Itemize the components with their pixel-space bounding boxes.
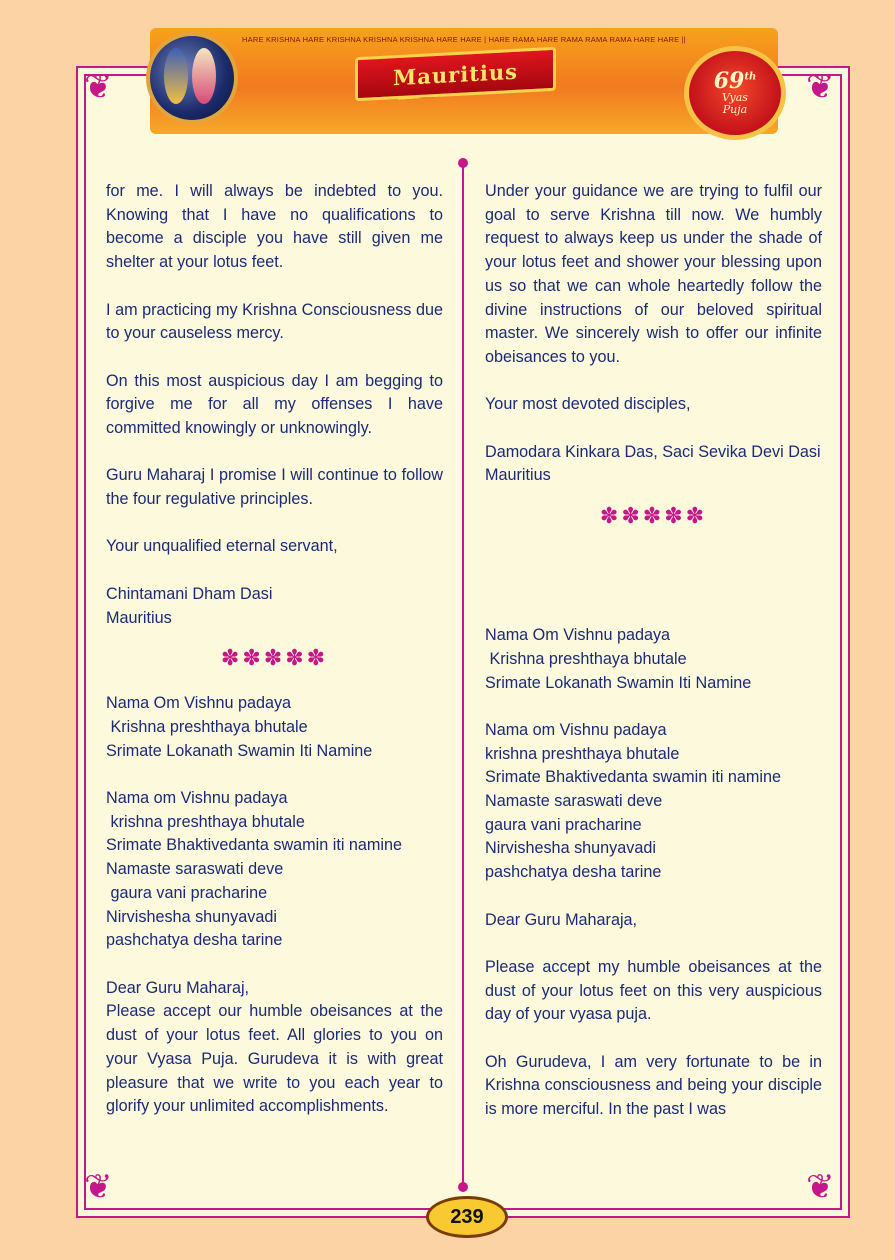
corner-ornament-top-left: ❦: [84, 68, 113, 106]
paragraph: Please accept my humble obeisances at the dust of your lotus feet on this very auspicious day of your vyasa puja.: [485, 957, 822, 1024]
paragraph: Oh Gurudeva, I am very fortunate to be in Krishna consciousness and being your disciple is more merciful. In the past I was: [485, 1052, 822, 1119]
left-column: [106, 180, 443, 1143]
prayer-line: Nirvishesha shunyavadi: [485, 839, 656, 858]
right-column: [485, 180, 822, 1146]
page-number-badge: [426, 1196, 508, 1238]
prayer-line: Namaste saraswati deve: [106, 860, 284, 879]
prayer-line: krishna preshthaya bhutale: [485, 744, 680, 763]
prayer-line: Nama Om Vishnu padaya: [106, 694, 292, 713]
prayer-block: [106, 787, 443, 953]
prayer-line: pashchatya desha tarine: [106, 931, 283, 950]
prayer-line: Nama om Vishnu padaya: [485, 720, 667, 739]
column-divider: [462, 162, 464, 1190]
signature-location: Mauritius: [485, 466, 551, 485]
prayer-line: gaura vani pracharine: [106, 883, 268, 902]
prayer-line: Srimate Bhaktivedanta swamin iti namine: [485, 768, 782, 787]
prayer-block: [106, 692, 443, 763]
signature-location: Mauritius: [106, 608, 172, 627]
salutation: Dear Guru Maharaja,: [485, 910, 638, 929]
prayer-block: [485, 719, 822, 885]
prayer-line: Krishna preshthaya bhutale: [106, 717, 308, 736]
salutation: Dear Guru Maharaj,: [106, 978, 250, 997]
signature-name: Chintamani Dham Dasi: [106, 584, 273, 603]
badge-line-2: Puja: [722, 103, 748, 116]
prayer-line: Srimate Lokanath Swamin Iti Namine: [485, 673, 752, 692]
prayer-block: [485, 624, 822, 695]
closing-line: Your most devoted disciples,: [485, 395, 691, 414]
prayer-line: pashchatya desha tarine: [485, 863, 662, 882]
prayer-line: Nama om Vishnu padaya: [106, 789, 288, 808]
deity-medallion-image: [146, 32, 238, 124]
prayer-line: Nirvishesha shunyavadi: [106, 907, 277, 926]
corner-ornament-top-right: ❦: [806, 68, 835, 106]
signature: [485, 441, 822, 488]
divider-dot-top: [458, 158, 468, 168]
paragraph: I am practicing my Krishna Consciousness due to your causeless mercy.: [106, 300, 443, 343]
section-divider-stars: ✽✽✽✽✽: [599, 503, 708, 529]
section-divider-stars: ✽✽✽✽✽: [220, 645, 329, 671]
paragraph: On this most auspicious day I am begging to forgive me for all my offenses I have committed knowingly or unknowingly.: [106, 371, 443, 437]
signature-name: Damodara Kinkara Das, Saci Sevika Devi Dasi: [485, 442, 821, 461]
header-mantra: HARE KRISHNA HARE KRISHNA KRISHNA KRISHNA HARE HARE | HARE RAMA HARE RAMA RAMA RAMA HARE HARE ||: [242, 35, 686, 44]
vyas-puja-badge: [684, 46, 786, 140]
paragraph: Under your guidance we are trying to fulfil our goal to serve Krishna till now. We humbly request to always keep us under the shade of your lotus feet and shower your blessing upon us so that we can whole heartedly follow the divine instructions of our beloved spiritual master. We sincerely wish to offer our infinite obeisances to you.: [485, 182, 822, 366]
prayer-line: Srimate Bhaktivedanta swamin iti namine: [106, 836, 403, 855]
paragraph: for me. I will always be indebted to you. Knowing that I have no qualifications to become a disciple you have still given me shelter at your lotus feet.: [106, 182, 443, 272]
page-title: Mauritius: [393, 58, 518, 90]
prayer-line: Nama Om Vishnu padaya: [485, 626, 671, 645]
divider-dot-bottom: [458, 1182, 468, 1192]
prayer-line: krishna preshthaya bhutale: [106, 812, 305, 831]
corner-ornament-bottom-left: ❦: [84, 1168, 113, 1206]
prayer-line: Srimate Lokanath Swamin Iti Namine: [106, 741, 373, 760]
paragraph: Guru Maharaj I promise I will continue to follow the four regulative principles.: [106, 466, 443, 509]
badge-line-1: Vyas: [722, 90, 748, 104]
prayer-line: gaura vani pracharine: [485, 815, 642, 834]
corner-ornament-bottom-right: ❦: [806, 1168, 835, 1206]
badge-number: 69th: [713, 67, 757, 94]
paragraph: Please accept our humble obeisances at the dust of your lotus feet. All glories to you on your Vyasa Puja. Gurudeva it is with great pleasure that we write to you each year to glorify your unlimited accomplishments.: [106, 1002, 443, 1116]
page-number: 239: [450, 1205, 484, 1228]
signature: [106, 583, 443, 630]
prayer-line: Namaste saraswati deve: [485, 792, 663, 811]
closing-line: Your unqualified eternal servant,: [106, 537, 338, 556]
prayer-line: Krishna preshthaya bhutale: [485, 649, 687, 668]
